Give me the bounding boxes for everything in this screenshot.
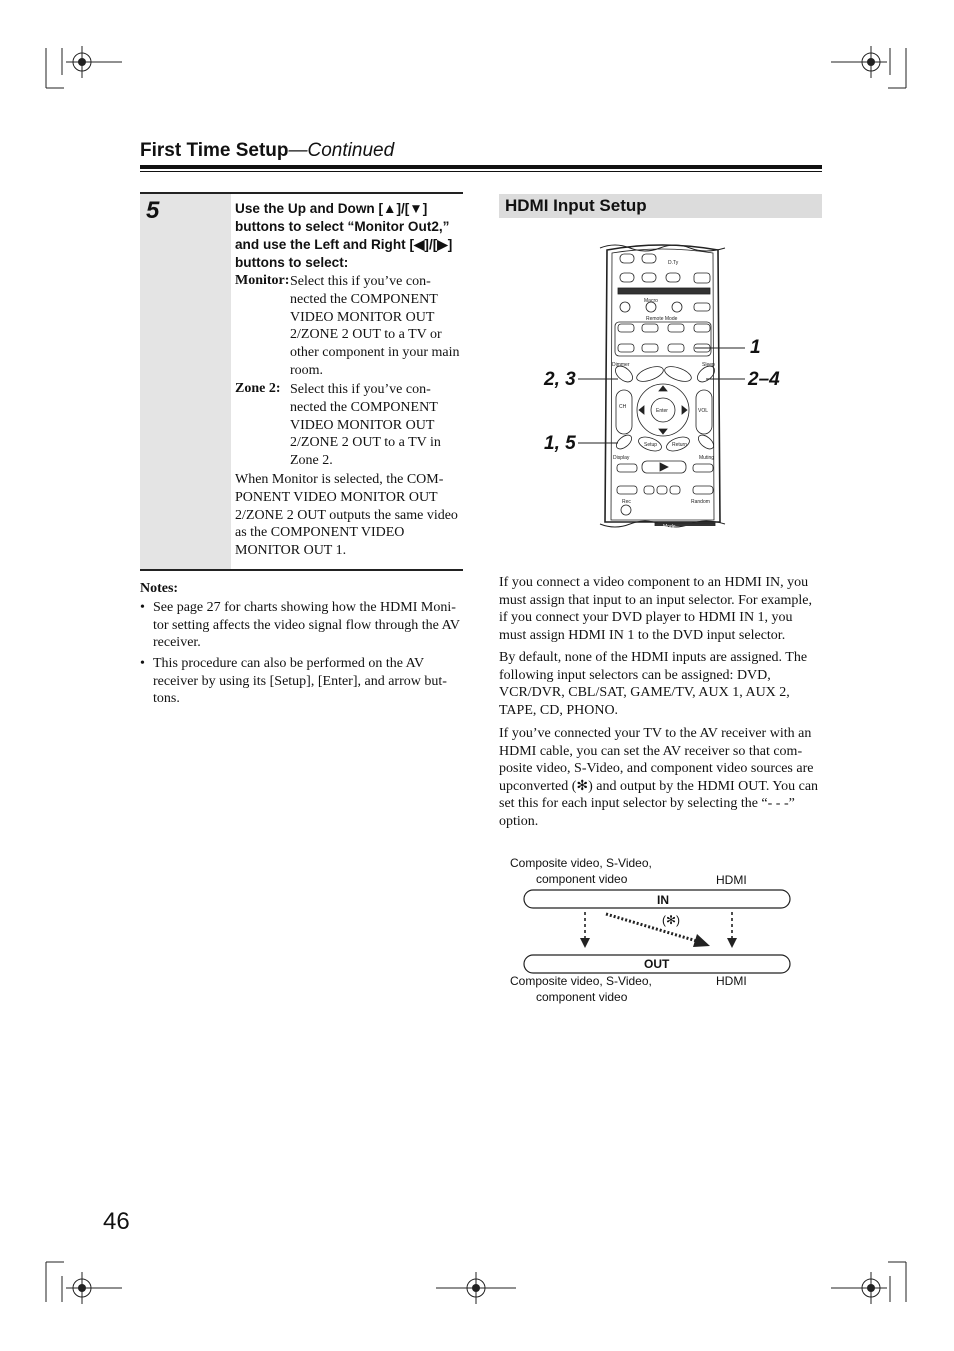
diagram-in-bar-label: IN — [657, 893, 669, 907]
diagram-out-bar-label: OUT — [644, 957, 670, 971]
remote-label-enter: Enter — [656, 408, 668, 414]
option-zone2-description: Select this if you’ve con- nected the COMPONENT VIDEO MONITOR OUT 2/ZONE 2 OUT to a TV in Zone 2. — [290, 382, 441, 469]
diagram-out-analog-label: Composite video, S-Video, — [510, 974, 652, 988]
option-monitor-description: Select this if you’ve con- nected the COMPONENT VIDEO MONITOR OUT 2/ZONE 2 OUT to a TV or other component in your main room. — [290, 274, 460, 378]
callout-step-2-4: 2–4 — [748, 369, 780, 390]
diagram-in-analog-label-2: component video — [536, 872, 628, 886]
diagram-out-analog-label-2: component video — [536, 990, 628, 1004]
header-title-continued: —Continued — [288, 140, 395, 161]
bullet-marker: • — [140, 600, 145, 615]
remote-label-rec: Rec — [622, 499, 631, 505]
step-instruction: Use the Up and Down [▲]/[▼] buttons to select “Monitor Out2,” and use the Left and Right [◀]/[▶] buttons to select: — [235, 201, 453, 270]
option-monitor-term: Monitor: — [235, 273, 290, 288]
page-number: 46 — [103, 1208, 130, 1235]
diagram-in-analog-label: Composite video, S-Video, — [510, 856, 652, 870]
callout-step-1-5: 1, 5 — [544, 433, 576, 454]
remote-label-return: Return — [672, 442, 688, 448]
down-arrow-hdmi — [727, 938, 737, 948]
bullet-marker: • — [140, 656, 145, 671]
remote-label-macro: Macro — [644, 298, 658, 304]
remote-label-dimmer: Dimmer — [612, 362, 630, 368]
diagram-out-hdmi-label: HDMI — [716, 974, 747, 988]
notes-heading: Notes: — [140, 581, 179, 596]
step-note: When Monitor is selected, the COM- PONENT VIDEO MONITOR OUT 2/ZONE 2 OUT outputs the same video as the COMPONENT VIDEO MONITOR OUT 1. — [235, 472, 458, 559]
remote-label-vol: VOL — [698, 408, 709, 414]
remote-label-setup: Setup — [644, 442, 658, 448]
remote-label-dty: D.Ty — [668, 260, 679, 266]
section-title: HDMI Input Setup — [505, 196, 647, 215]
header-title-main: First Time Setup — [140, 140, 289, 161]
paragraph-assign-inputs: If you connect a video component to an HDMI IN, you must assign that input to an input selector. For example, if you connect your DVD player to HDMI IN 1, you must assign HDMI IN 1 to the DVD input selector. — [499, 575, 813, 643]
remote-label-random: Random — [691, 499, 710, 505]
remote-label-remote-mode: Remote Mode — [646, 316, 678, 322]
remote-label-display: Display — [613, 455, 630, 461]
diagram-upconvert-mark: (✻) — [662, 913, 681, 927]
paragraph-defaults: By default, none of the HDMI inputs are assigned. The following input selectors can be assigned: DVD, VCR/DVR, CBL/SAT, GAME/TV, AUX 1, AUX 2, TAPE, CD, PHONO. — [499, 650, 808, 718]
callout-step-2-3: 2, 3 — [544, 369, 576, 390]
note-text: This procedure can also be performed on the AV receiver by using its [Setup], [Enter], and arrow but- tons. — [153, 656, 447, 706]
note-text: See page 27 for charts showing how the HDMI Moni- tor setting affects the video signal flow through the AV receiver. — [153, 600, 460, 650]
option-zone2-term: Zone 2: — [235, 381, 281, 396]
remote-label-ch: CH — [619, 404, 627, 410]
callout-step-1: 1 — [750, 337, 761, 358]
paragraph-upconvert: If you’ve connected your TV to the AV receiver with an HDMI cable, you can set the AV receiver so that com- posite video, S-Video, and component video sources are upconverted (✻) and output by the HDMI OUT. You can set this for each input selector by selecting the “- - -” option. — [499, 726, 819, 829]
diagram-in-hdmi-label: HDMI — [716, 873, 747, 887]
upconvert-arrow — [693, 934, 710, 947]
step-number: 5 — [146, 197, 160, 224]
remote-label-muting: Muting — [699, 455, 715, 461]
remote-label-mode: Mode — [663, 524, 676, 530]
down-arrow-analog — [580, 938, 590, 948]
remote-label-sleep: Sleep — [702, 362, 715, 368]
